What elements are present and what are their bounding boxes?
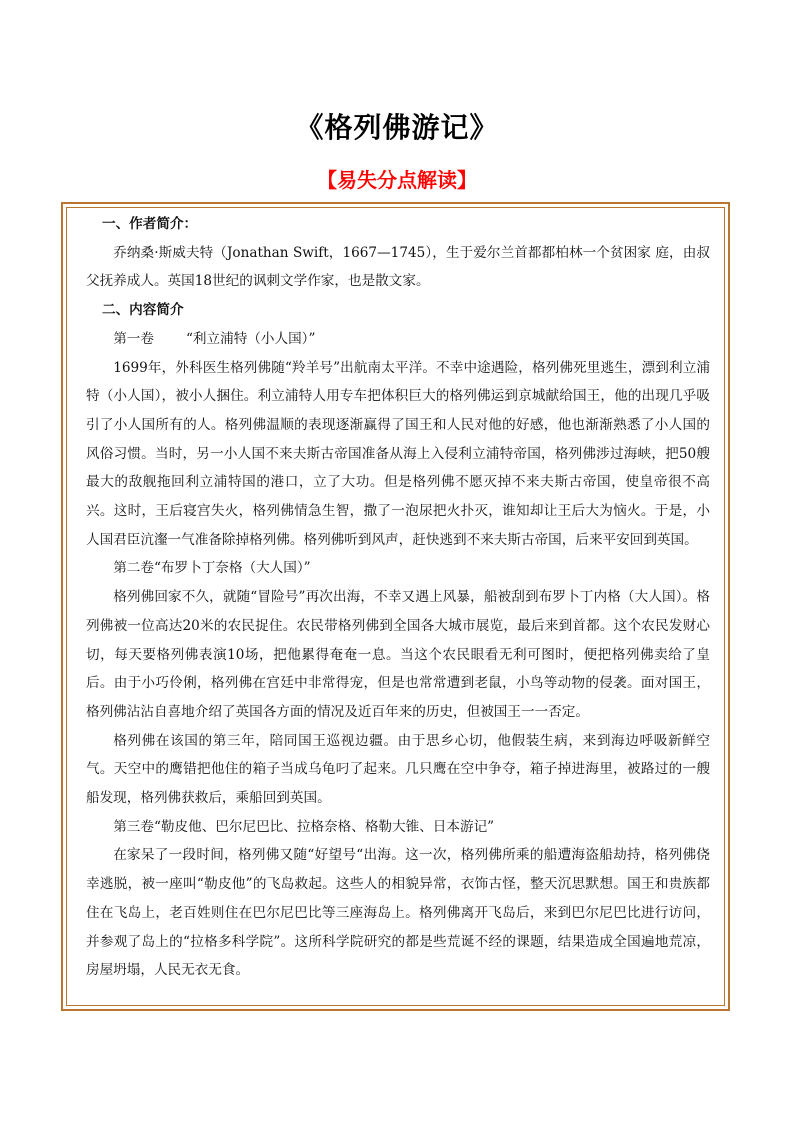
document-title: 《格列佛游记》 bbox=[295, 111, 499, 144]
volume-3-paragraph: 在家呆了一段时间，格列佛又随“好望号“出海。这一次，格列佛所乘的船遭海盗船劫持，格列佛侥幸逃脱，被一座叫“勒皮他”的飞岛救起。这些人的相貌异常，衣饰古怪，整天沉思默想。国王和贵族都住在飞岛上，老百姓则住在巴尔尼巴比等三座海岛上。格列佛离开飞岛后，来到巴尔尼巴比进行访问，并参观了岛上的“拉格多科学院”。这所科学院研究的都是些荒诞不经的课题，结果造成全国遍地荒凉，房屋坍塌，人民无衣无食。 bbox=[86, 847, 710, 979]
document-subtitle: 【易失分点解读】 bbox=[317, 168, 477, 192]
volume-1-name: “利立浦特（小人国）” bbox=[185, 330, 316, 347]
volume-2-title: 第二卷“布罗卜丁奈格（大人国）” bbox=[113, 560, 311, 577]
author-paragraph: 乔纳桑·斯威夫特（Jonathan Swift，1667—1745），生于爱尔兰首都都柏林一个贫困家 庭，由叔父抚养成人。英国18世纪的讽刺文学作家，也是散文家。 bbox=[86, 244, 710, 290]
author-heading: 一、作者简介： bbox=[102, 216, 198, 232]
volume-1-title bbox=[86, 325, 710, 354]
volume-2-paragraph-2: 格列佛在该国的第三年，陪同国王巡视边疆。由于思乡心切，他假装生病，来到海边呼吸新鲜空气。天空中的鹰错把他住的箱子当成乌龟叼了起来。几只鹰在空中争夺，箱子掉进海里，被路过的一艘船发现，格列佛获救后，乘船回到英国。 bbox=[86, 732, 710, 807]
content-body bbox=[86, 210, 710, 985]
volume-3-title: 第三卷“勒皮他、巴尔尼巴比、拉格奈格、格勒大锥、日本游记” bbox=[113, 818, 495, 835]
volume-2-paragraph-1: 格列佛回家不久，就随“冒险号”再次出海，不幸又遇上风暴，船被刮到布罗卜丁内格（大人国）。格列佛被一位高达20米的农民捉住。农民带格列佛到全国各大城市展览，最后来到首都。这个农民发财心切，每天要格列佛表演10场，把他累得奄奄一息。当这个农民眼看无利可图时，便把格列佛卖给了皇后。由于小巧伶俐，格列佛在宫廷中非常得宠，但是也常常遭到老鼠，小鸟等动物的侵袭。面对国王，格列佛沾沾自喜地介绍了英国各方面的情况及近百年来的历史，但被国王一一否定。 bbox=[86, 589, 710, 720]
volume-1-label: 第一卷 bbox=[113, 330, 154, 347]
content-heading: 二、内容简介 bbox=[102, 302, 184, 319]
volume-1-paragraph: 1699年，外科医生格列佛随“羚羊号”出航南太平洋。不幸中途遇险，格列佛死里逃生，漂到利立浦特（小人国），被小人捆住。利立浦特人用专车把体积巨大的格列佛运到京城献给国王，他的出现几乎吸引了小人国所有的人。格列佛温顺的表现逐渐赢得了国王和人民对他的好感，他也渐渐熟悉了小人国的风俗习惯。当时，另一小人国不来夫斯古帝国准备从海上入侵利立浦特帝国，格列佛涉过海峡，把50艘最大的敌舰拖回利立浦特国的港口，立了大功。但是格列佛不愿灭掉不来夫斯古帝国，使皇帝很不高兴。这时，王后寝宫失火，格列佛情急生智，撒了一泡尿把火扑灭，谁知却让王后大为恼火。于是，小人国君臣沆瀣一气准备除掉格列佛。格列佛听到风声，赶快逃到不来夫斯古帝国，后来平安回到英国。 bbox=[86, 359, 710, 548]
